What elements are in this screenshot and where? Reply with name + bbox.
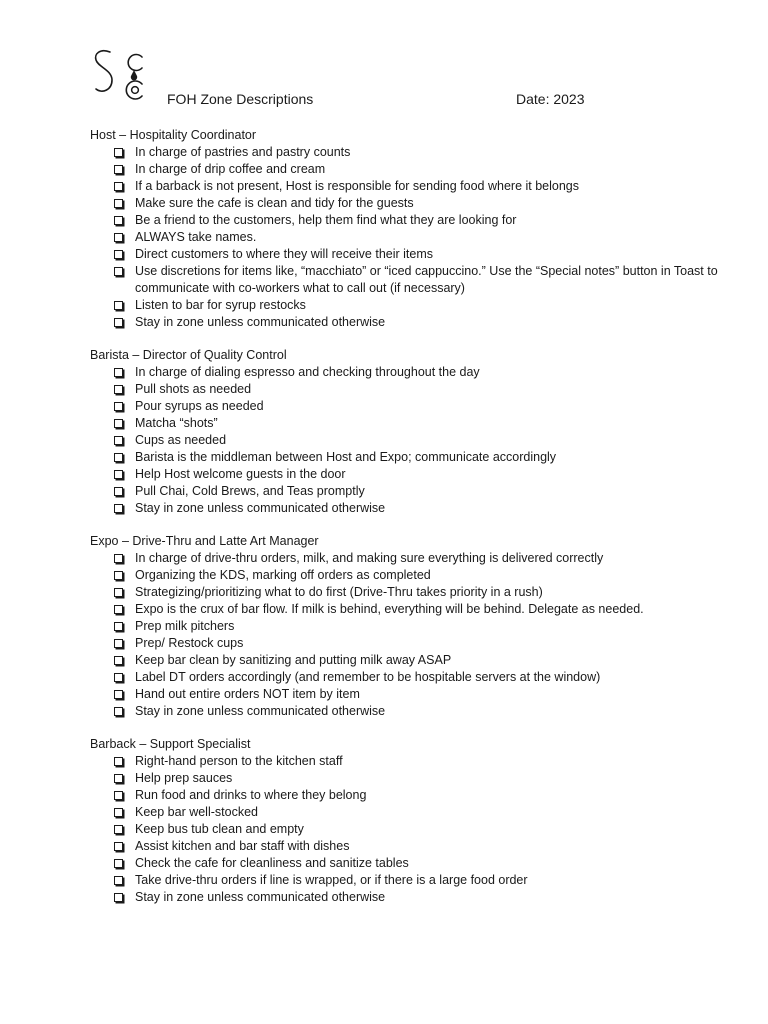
checkbox-icon <box>114 656 123 665</box>
list-item <box>90 550 730 567</box>
list-item-text: Stay in zone unless communicated otherwise <box>135 501 386 515</box>
list-item <box>90 381 730 398</box>
list-item-text: In charge of drive-thru orders, milk, and making sure everything is delivered correctly <box>135 551 604 565</box>
list-item-text: Run food and drinks to where they belong <box>135 788 367 802</box>
list-item-text: Stay in zone unless communicated otherwise <box>135 890 386 904</box>
list-item-text: Use discretions for items like, “macchiato” or “iced cappuccino.” Use the “Special notes” button in Toast to communicate with co-workers what to call out (if necessary) <box>135 264 718 295</box>
checkbox-icon <box>114 368 123 377</box>
list-item <box>90 178 730 195</box>
checkbox-icon <box>114 504 123 513</box>
zone-descriptions <box>90 127 730 922</box>
list-item <box>90 618 730 635</box>
list-item <box>90 483 730 500</box>
checkbox-icon <box>114 148 123 157</box>
zone-duty-list <box>90 550 730 720</box>
list-item-text: Make sure the cafe is clean and tidy for the guests <box>135 196 414 210</box>
zone-duty-list <box>90 144 730 331</box>
checkbox-icon <box>114 673 123 682</box>
list-item <box>90 263 730 297</box>
list-item <box>90 686 730 703</box>
zone-title: Barista – Director of Quality Control <box>90 348 287 362</box>
checkbox-icon <box>114 859 123 868</box>
list-item <box>90 872 730 889</box>
zone-duty-list <box>90 753 730 906</box>
list-item <box>90 449 730 466</box>
zone-section <box>90 347 730 517</box>
checkbox-icon <box>114 453 123 462</box>
list-item-text: Stay in zone unless communicated otherwise <box>135 315 386 329</box>
checkbox-icon <box>114 622 123 631</box>
list-item-text: ALWAYS take names. <box>135 230 257 244</box>
list-item <box>90 212 730 229</box>
list-item <box>90 601 730 618</box>
list-item <box>90 432 730 449</box>
list-item-text: If a barback is not present, Host is responsible for sending food where it belongs <box>135 179 580 193</box>
checkbox-icon <box>114 571 123 580</box>
list-item <box>90 415 730 432</box>
checkbox-icon <box>114 707 123 716</box>
checkbox-icon <box>114 233 123 242</box>
checkbox-icon <box>114 893 123 902</box>
list-item <box>90 229 730 246</box>
list-item-text: Hand out entire orders NOT item by item <box>135 687 360 701</box>
list-item <box>90 297 730 314</box>
list-item-text: Label DT orders accordingly (and remember to be hospitable servers at the window) <box>135 670 601 684</box>
list-item <box>90 500 730 517</box>
checkbox-icon <box>114 470 123 479</box>
list-item-text: Take drive-thru orders if line is wrapped, or if there is a large food order <box>135 873 528 887</box>
document-date: Date: 2023 <box>516 91 585 107</box>
list-item <box>90 753 730 770</box>
list-item <box>90 144 730 161</box>
checkbox-icon <box>114 301 123 310</box>
zone-duty-list <box>90 364 730 517</box>
list-item <box>90 787 730 804</box>
list-item <box>90 364 730 381</box>
list-item <box>90 889 730 906</box>
checkbox-icon <box>114 318 123 327</box>
list-item <box>90 314 730 331</box>
list-item-text: Keep bar well-stocked <box>135 805 258 819</box>
list-item-text: Stay in zone unless communicated otherwise <box>135 704 386 718</box>
checkbox-icon <box>114 876 123 885</box>
list-item <box>90 567 730 584</box>
checkbox-icon <box>114 791 123 800</box>
checkbox-icon <box>114 250 123 259</box>
list-item-text: Pull Chai, Cold Brews, and Teas promptly <box>135 484 365 498</box>
list-item-text: Assist kitchen and bar staff with dishes <box>135 839 350 853</box>
document-title: FOH Zone Descriptions <box>167 91 314 107</box>
list-item-text: In charge of dialing espresso and checking throughout the day <box>135 365 480 379</box>
list-item-text: Organizing the KDS, marking off orders as completed <box>135 568 431 582</box>
checkbox-icon <box>114 182 123 191</box>
list-item-text: Help Host welcome guests in the door <box>135 467 346 481</box>
list-item <box>90 161 730 178</box>
zone-title: Host – Hospitality Coordinator <box>90 128 257 142</box>
zone-section <box>90 533 730 720</box>
list-item <box>90 703 730 720</box>
list-item-text: Check the cafe for cleanliness and sanitize tables <box>135 856 409 870</box>
zone-title: Barback – Support Specialist <box>90 737 251 751</box>
list-item-text: Keep bar clean by sanitizing and putting milk away ASAP <box>135 653 452 667</box>
list-item-text: Strategizing/prioritizing what to do first (Drive-Thru takes priority in a rush) <box>135 585 543 599</box>
list-item-text: Pull shots as needed <box>135 382 252 396</box>
list-item <box>90 466 730 483</box>
list-item-text: Barista is the middleman between Host and Expo; communicate accordingly <box>135 450 557 464</box>
checkbox-icon <box>114 385 123 394</box>
list-item <box>90 195 730 212</box>
list-item <box>90 770 730 787</box>
list-item-text: Help prep sauces <box>135 771 233 785</box>
list-item <box>90 804 730 821</box>
list-item-text: Prep milk pitchers <box>135 619 235 633</box>
list-item <box>90 635 730 652</box>
zone-title: Expo – Drive-Thru and Latte Art Manager <box>90 534 319 548</box>
checkbox-icon <box>114 487 123 496</box>
list-item-text: Be a friend to the customers, help them find what they are looking for <box>135 213 517 227</box>
list-item-text: Listen to bar for syrup restocks <box>135 298 306 312</box>
checkbox-icon <box>114 554 123 563</box>
list-item-text: In charge of pastries and pastry counts <box>135 145 351 159</box>
checkbox-icon <box>114 419 123 428</box>
checkbox-icon <box>114 436 123 445</box>
list-item <box>90 398 730 415</box>
list-item-text: Cups as needed <box>135 433 227 447</box>
checkbox-icon <box>114 588 123 597</box>
list-item-text: Expo is the crux of bar flow. If milk is behind, everything will be behind. Delegate as needed. <box>135 602 644 616</box>
checkbox-icon <box>114 267 123 276</box>
checkbox-icon <box>114 774 123 783</box>
list-item <box>90 246 730 263</box>
list-item-text: Pour syrups as needed <box>135 399 264 413</box>
zone-section <box>90 736 730 906</box>
checkbox-icon <box>114 639 123 648</box>
list-item-text: Keep bus tub clean and empty <box>135 822 304 836</box>
checkbox-icon <box>114 199 123 208</box>
checkbox-icon <box>114 825 123 834</box>
list-item <box>90 584 730 601</box>
list-item-text: Direct customers to where they will receive their items <box>135 247 434 261</box>
list-item-text: In charge of drip coffee and cream <box>135 162 326 176</box>
checkbox-icon <box>114 216 123 225</box>
list-item-text: Prep/ Restock cups <box>135 636 244 650</box>
list-item <box>90 838 730 855</box>
checkbox-icon <box>114 690 123 699</box>
checkbox-icon <box>114 757 123 766</box>
checkbox-icon <box>114 808 123 817</box>
zone-section <box>90 127 730 331</box>
checkbox-icon <box>114 402 123 411</box>
logo-icon <box>90 46 148 106</box>
list-item <box>90 821 730 838</box>
list-item <box>90 855 730 872</box>
list-item <box>90 652 730 669</box>
checkbox-icon <box>114 165 123 174</box>
checkbox-icon <box>114 842 123 851</box>
list-item-text: Right-hand person to the kitchen staff <box>135 754 343 768</box>
list-item-text: Matcha “shots” <box>135 416 218 430</box>
list-item <box>90 669 730 686</box>
checkbox-icon <box>114 605 123 614</box>
